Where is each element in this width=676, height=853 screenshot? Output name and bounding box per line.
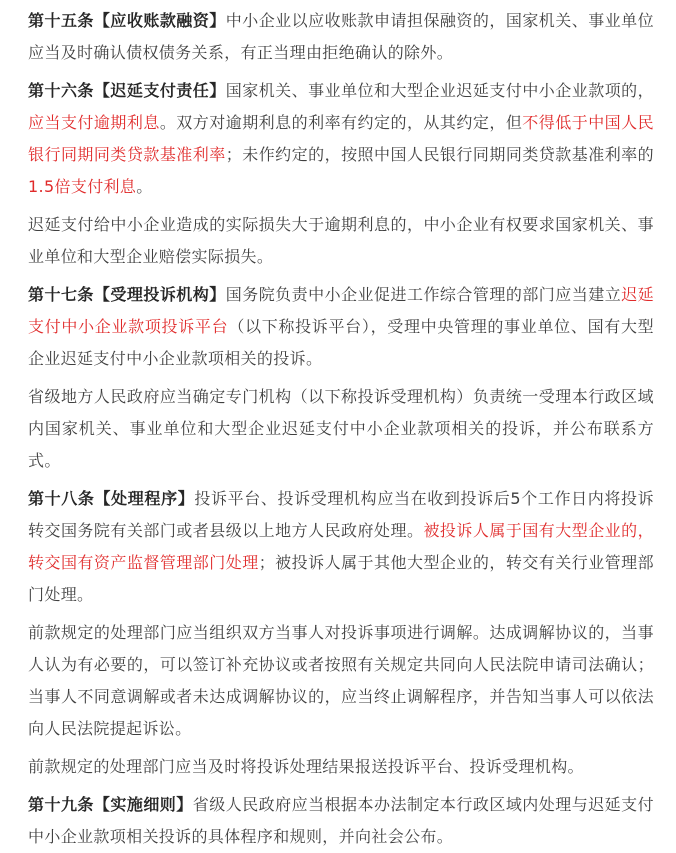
emphasis-text: 应当支付逾期利息 (28, 113, 160, 132)
emphasis-text: 1.5倍支付利息 (28, 177, 137, 196)
text-segment: 迟延支付给中小企业造成的实际损失大于逾期利息的，中小企业有权要求国家机关、事业单位和大型企业赔偿实际损失。 (28, 215, 654, 266)
paragraph-article-16-clause-2 (28, 209, 654, 273)
paragraph-article-19 (28, 789, 654, 853)
heading-article-15: 第十五条【应收账款融资】 (28, 11, 226, 30)
text-segment: 前款规定的处理部门应当及时将投诉处理结果报送投诉平台、投诉受理机构。 (28, 757, 584, 776)
text-segment: 国务院负责中小企业促进工作综合管理的部门应当建立 (225, 285, 622, 304)
emphasis-text: 不得低于中国人民银行同期同类贷款基准利率 (28, 113, 654, 164)
text-segment: 投诉平台、投诉受理机构应当在收到投诉后5个工作日内将投诉转交国务院有关部门或者县级以上地方人民政府处理。 (28, 489, 654, 540)
text-segment: 前款规定的处理部门应当组织双方当事人对投诉事项进行调解。达成调解协议的，当事人认为有必要的，可以签订补充协议或者按照有关规定共同向人民法院申请司法确认；当事人不同意调解或者未达成调解协议的，应当终止调解程序，并告知当事人可以依法向人民法院提起诉讼。 (28, 623, 654, 738)
paragraph-article-16 (28, 75, 654, 203)
text-segment: 。 (136, 177, 153, 196)
text-segment: 省级地方人民政府应当确定专门机构（以下称投诉受理机构）负责统一受理本行政区域内国家机关、事业单位和大型企业迟延支付中小企业款项相关的投诉，并公布联系方式。 (28, 387, 654, 470)
text-segment: 中小企业以应收账款申请担保融资的，国家机关、事业单位应当及时确认债权债务关系，有正当理由拒绝确认的除外。 (28, 11, 655, 62)
emphasis-text: 被投诉人属于国有大型企业的，转交国有资产监督管理部门处理 (28, 521, 655, 572)
paragraph-article-17 (28, 279, 654, 375)
paragraph-article-18 (28, 483, 654, 611)
paragraph-article-18-clause-2 (28, 617, 654, 745)
paragraph-article-17-clause-2 (28, 381, 654, 477)
emphasis-text: 迟延支付中小企业款项投诉平台 (28, 285, 655, 336)
text-segment: ；未作约定的，按照中国人民银行同期同类贷款基准利率的 (225, 145, 655, 164)
text-segment: 。双方对逾期利息的利率有约定的，从其约定，但 (159, 113, 523, 132)
text-segment: 省级人民政府应当根据本办法制定本行政区域内处理与迟延支付中小企业款项相关投诉的具体程序和规则，并向社会公布。 (28, 795, 654, 846)
text-segment: 国家机关、事业单位和大型企业迟延支付中小企业款项的， (225, 81, 655, 100)
paragraph-article-18-clause-3 (28, 751, 654, 783)
text-segment: ；被投诉人属于其他大型企业的，转交有关行业管理部门处理。 (28, 553, 655, 604)
text-segment: （以下称投诉平台），受理中央管理的事业单位、国有大型企业迟延支付中小企业款项相关的投诉。 (28, 317, 655, 368)
heading-article-17: 第十七条【受理投诉机构】 (28, 285, 226, 304)
paragraph-article-15 (28, 5, 654, 69)
heading-article-16: 第十六条【迟延支付责任】 (28, 81, 226, 100)
heading-article-19: 第十九条【实施细则】 (28, 795, 193, 814)
heading-article-18: 第十八条【处理程序】 (28, 489, 195, 508)
